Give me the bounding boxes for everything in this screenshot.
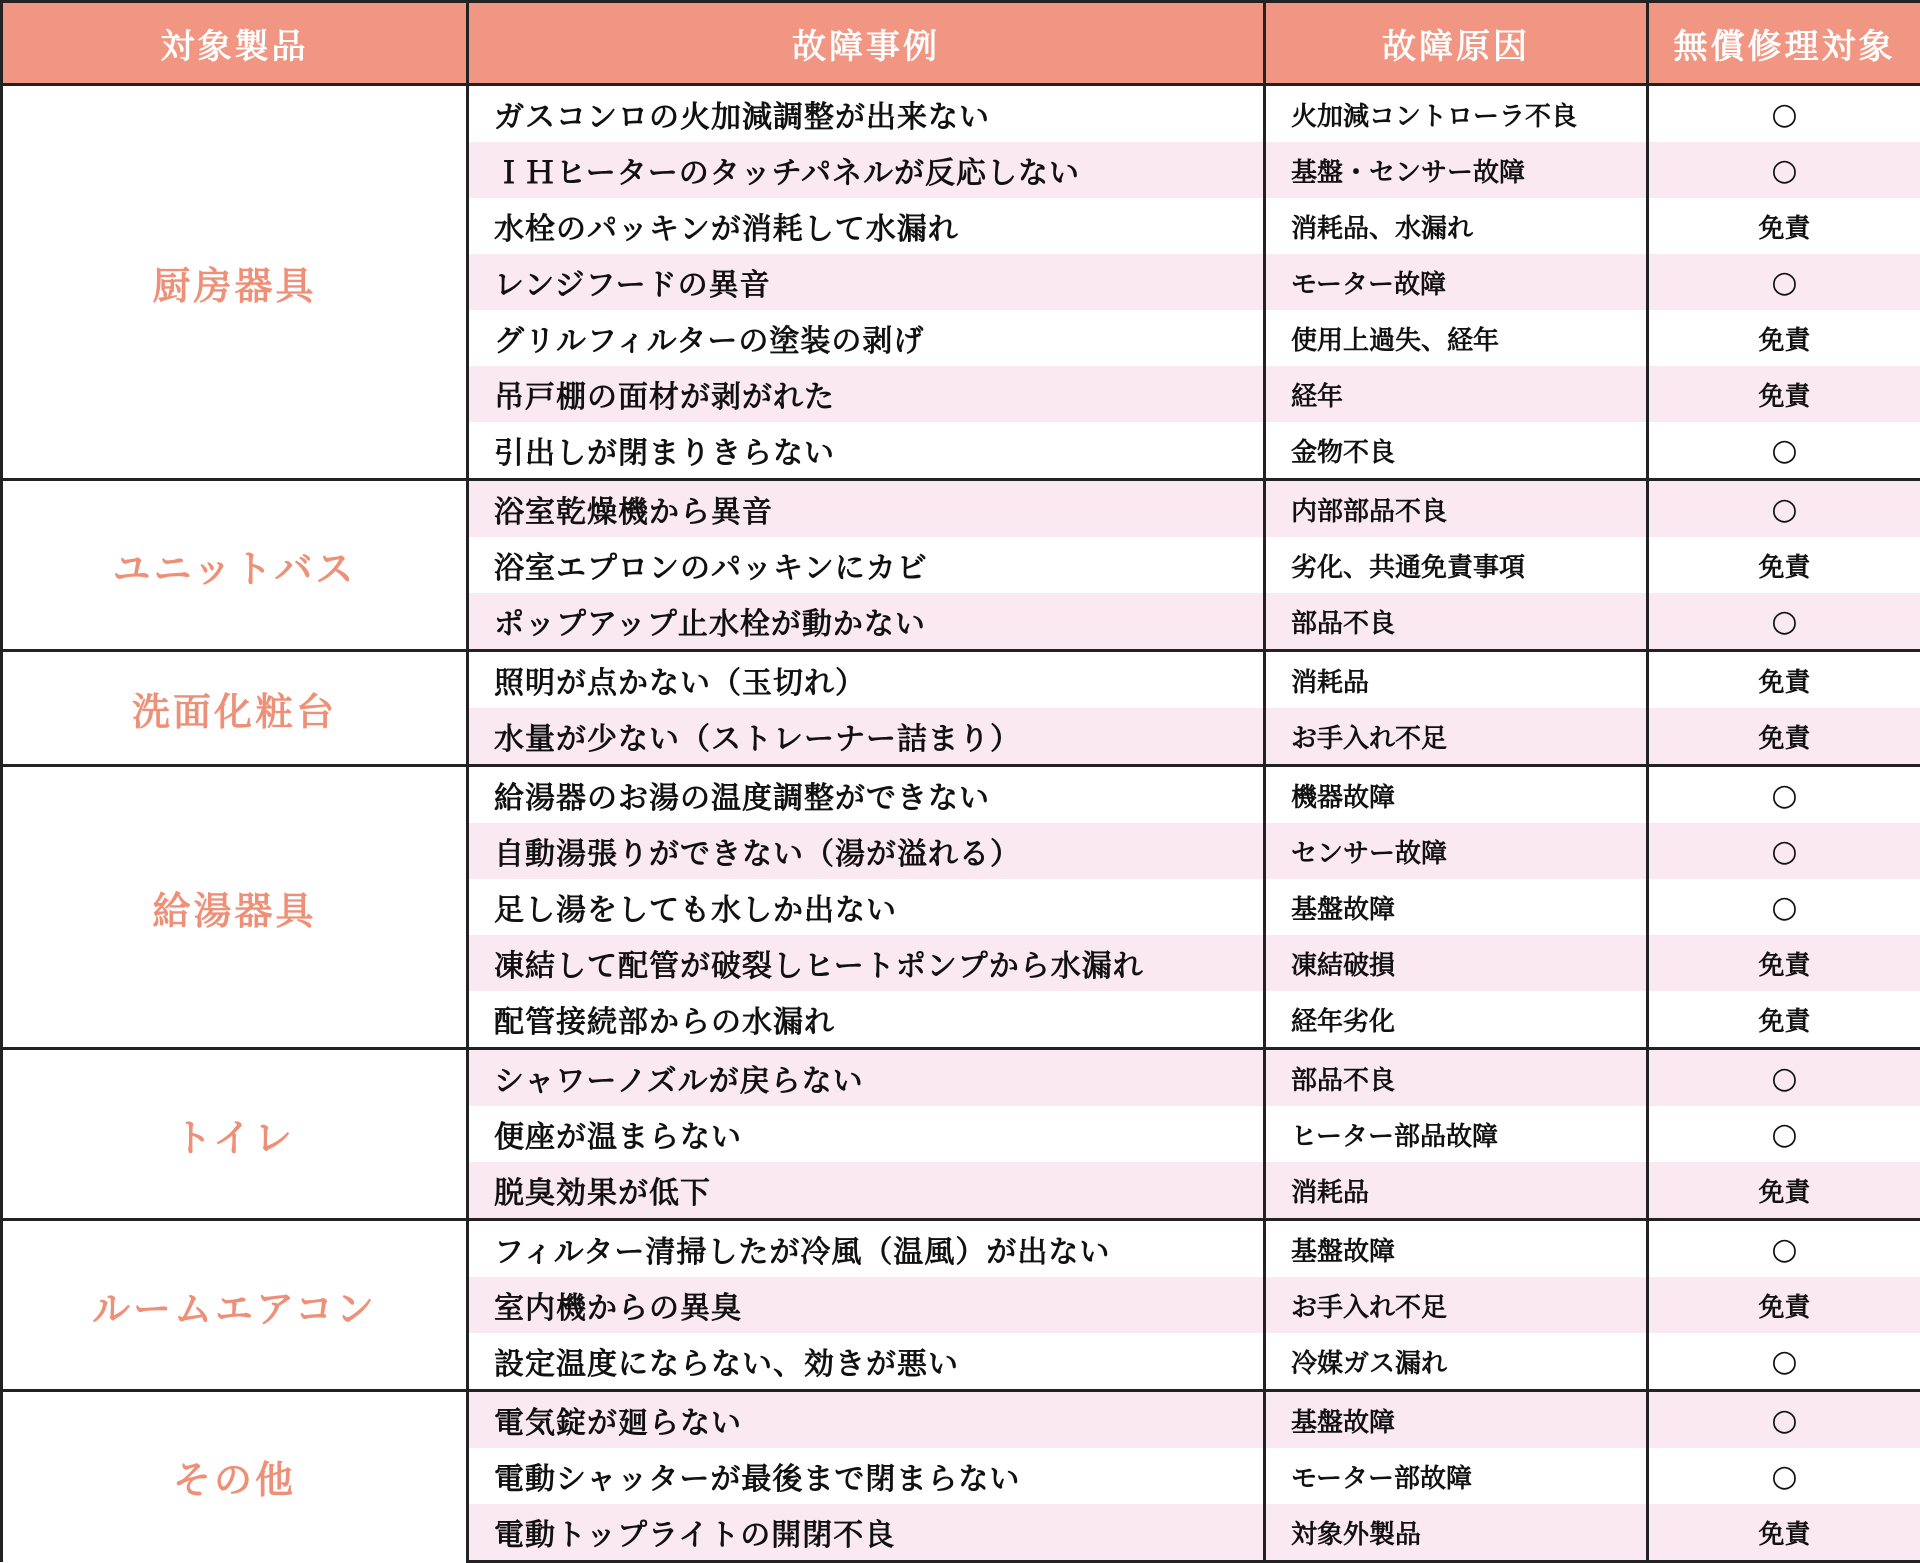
table-row (2, 1220, 1920, 1278)
cause-cell: 部品不良 (1265, 593, 1648, 651)
cause-cell: 基盤故障 (1265, 1391, 1648, 1449)
covered-circle-mark: ○ (1771, 1459, 1797, 1494)
issue-cell: 照明が点かない（玉切れ） (468, 651, 1265, 709)
coverage-cell (1648, 1391, 1920, 1449)
table-row (2, 651, 1920, 709)
cause-cell: お手入れ不足 (1265, 708, 1648, 766)
cause-cell: センサー故障 (1265, 823, 1648, 879)
issue-cell: 凍結して配管が破裂しヒートポンプから水漏れ (468, 935, 1265, 991)
exempt-label: 免責 (1758, 951, 1810, 981)
cause-cell: ヒーター部品故障 (1265, 1106, 1648, 1162)
covered-circle-mark: ○ (1771, 265, 1797, 300)
exempt-label: 免責 (1758, 382, 1810, 412)
cause-cell: 対象外製品 (1265, 1504, 1648, 1562)
coverage-cell (1648, 1333, 1920, 1391)
issue-cell: 足し湯をしても水しか出ない (468, 879, 1265, 935)
issue-cell: 給湯器のお湯の温度調整ができない (468, 766, 1265, 824)
covered-circle-mark: ○ (1771, 890, 1797, 925)
cause-cell: モーター故障 (1265, 254, 1648, 310)
cause-cell: 消耗品 (1265, 1162, 1648, 1220)
issue-cell: 自動湯張りができない（湯が溢れる） (468, 823, 1265, 879)
issue-cell: 吊戸棚の面材が剥がれた (468, 366, 1265, 422)
issue-cell: ガスコンロの火加減調整が出来ない (468, 85, 1265, 143)
issue-cell: 便座が温まらない (468, 1106, 1265, 1162)
cause-cell: 部品不良 (1265, 1049, 1648, 1107)
cause-cell: 経年 (1265, 366, 1648, 422)
issue-cell: 脱臭効果が低下 (468, 1162, 1265, 1220)
coverage-cell (1648, 254, 1920, 310)
cause-cell: モーター部故障 (1265, 1448, 1648, 1504)
covered-circle-mark: ○ (1771, 433, 1797, 468)
coverage-cell (1648, 1162, 1920, 1220)
covered-circle-mark: ○ (1771, 97, 1797, 132)
cause-cell: 機器故障 (1265, 766, 1648, 824)
cause-cell: 経年劣化 (1265, 991, 1648, 1049)
header-coverage: 無償修理対象 (1648, 2, 1920, 85)
issue-cell: ポップアップ止水栓が動かない (468, 593, 1265, 651)
product-category: 厨房器具 (2, 85, 468, 480)
table-header-row (2, 2, 1920, 85)
table-body (2, 85, 1920, 1562)
cause-cell: 凍結破損 (1265, 935, 1648, 991)
covered-circle-mark: ○ (1771, 1403, 1797, 1438)
coverage-cell (1648, 766, 1920, 824)
coverage-cell (1648, 1220, 1920, 1278)
issue-cell: 引出しが閉まりきらない (468, 422, 1265, 480)
coverage-cell (1648, 480, 1920, 538)
issue-cell: 電気錠が廻らない (468, 1391, 1265, 1449)
product-category: トイレ (2, 1049, 468, 1220)
cause-cell: 使用上過失、経年 (1265, 310, 1648, 366)
covered-circle-mark: ○ (1771, 834, 1797, 869)
product-category: その他 (2, 1391, 468, 1562)
coverage-cell (1648, 198, 1920, 254)
table-row (2, 85, 1920, 143)
coverage-cell (1648, 651, 1920, 709)
issue-cell: 配管接続部からの水漏れ (468, 991, 1265, 1049)
coverage-cell (1648, 142, 1920, 198)
exempt-label: 免責 (1758, 553, 1810, 583)
coverage-cell (1648, 823, 1920, 879)
covered-circle-mark: ○ (1771, 492, 1797, 527)
coverage-cell (1648, 310, 1920, 366)
cause-cell: 基盤・センサー故障 (1265, 142, 1648, 198)
table-row (2, 1391, 1920, 1449)
exempt-label: 免責 (1758, 1178, 1810, 1208)
coverage-cell (1648, 935, 1920, 991)
coverage-cell (1648, 1504, 1920, 1562)
cause-cell: 冷媒ガス漏れ (1265, 1333, 1648, 1391)
table-row (2, 1049, 1920, 1107)
exempt-label: 免責 (1758, 214, 1810, 244)
issue-cell: 浴室エプロンのパッキンにカビ (468, 537, 1265, 593)
issue-cell: 設定温度にならない、効きが悪い (468, 1333, 1265, 1391)
product-category: ユニットバス (2, 480, 468, 651)
covered-circle-mark: ○ (1771, 153, 1797, 188)
cause-cell: 基盤故障 (1265, 1220, 1648, 1278)
issue-cell: グリルフィルターの塗装の剥げ (468, 310, 1265, 366)
coverage-cell (1648, 593, 1920, 651)
covered-circle-mark: ○ (1771, 1061, 1797, 1096)
cause-cell: 基盤故障 (1265, 879, 1648, 935)
exempt-label: 免責 (1758, 326, 1810, 356)
product-category: 洗面化粧台 (2, 651, 468, 766)
coverage-cell (1648, 1448, 1920, 1504)
issue-cell: 浴室乾燥機から異音 (468, 480, 1265, 538)
header-issue: 故障事例 (468, 2, 1265, 85)
issue-cell: フィルター清掃したが冷風（温風）が出ない (468, 1220, 1265, 1278)
coverage-cell (1648, 879, 1920, 935)
cause-cell: 劣化、共通免責事項 (1265, 537, 1648, 593)
coverage-cell (1648, 422, 1920, 480)
coverage-cell (1648, 366, 1920, 422)
issue-cell: ＩＨヒーターのタッチパネルが反応しない (468, 142, 1265, 198)
exempt-label: 免責 (1758, 1293, 1810, 1323)
coverage-cell (1648, 1106, 1920, 1162)
covered-circle-mark: ○ (1771, 778, 1797, 813)
coverage-cell (1648, 85, 1920, 143)
cause-cell: 消耗品 (1265, 651, 1648, 709)
header-cause: 故障原因 (1265, 2, 1648, 85)
issue-cell: レンジフードの異音 (468, 254, 1265, 310)
cause-cell: 消耗品、水漏れ (1265, 198, 1648, 254)
exempt-label: 免責 (1758, 724, 1810, 754)
header-product: 対象製品 (2, 2, 468, 85)
issue-cell: 電動シャッターが最後まで閉まらない (468, 1448, 1265, 1504)
coverage-cell (1648, 1277, 1920, 1333)
coverage-cell (1648, 991, 1920, 1049)
issue-cell: 電動トップライトの開閉不良 (468, 1504, 1265, 1562)
exempt-label: 免責 (1758, 1520, 1810, 1550)
product-category: ルームエアコン (2, 1220, 468, 1391)
exempt-label: 免責 (1758, 1007, 1810, 1037)
issue-cell: シャワーノズルが戻らない (468, 1049, 1265, 1107)
cause-cell: 金物不良 (1265, 422, 1648, 480)
covered-circle-mark: ○ (1771, 604, 1797, 639)
issue-cell: 水栓のパッキンが消耗して水漏れ (468, 198, 1265, 254)
cause-cell: お手入れ不足 (1265, 1277, 1648, 1333)
cause-cell: 火加減コントローラ不良 (1265, 85, 1648, 143)
exempt-label: 免責 (1758, 668, 1810, 698)
cause-cell: 内部部品不良 (1265, 480, 1648, 538)
table-row (2, 480, 1920, 538)
table-row (2, 766, 1920, 824)
coverage-cell (1648, 708, 1920, 766)
issue-cell: 水量が少ない（ストレーナー詰まり） (468, 708, 1265, 766)
product-category: 給湯器具 (2, 766, 468, 1049)
coverage-cell (1648, 537, 1920, 593)
covered-circle-mark: ○ (1771, 1232, 1797, 1267)
covered-circle-mark: ○ (1771, 1344, 1797, 1379)
coverage-cell (1648, 1049, 1920, 1107)
issue-cell: 室内機からの異臭 (468, 1277, 1265, 1333)
covered-circle-mark: ○ (1771, 1117, 1797, 1152)
